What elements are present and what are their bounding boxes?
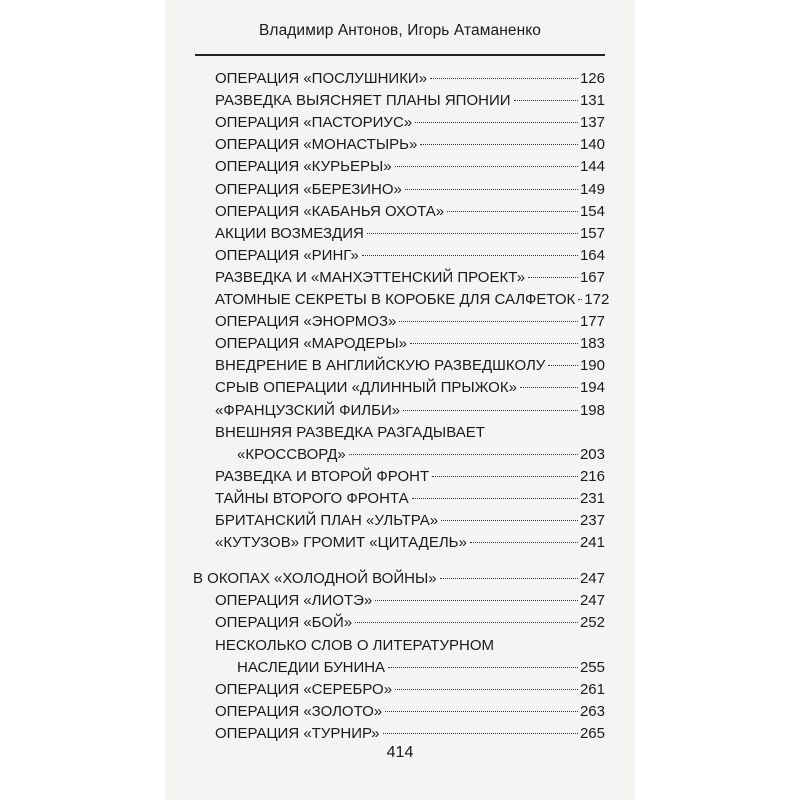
dot-leader — [385, 711, 578, 712]
toc-page-number: 177 — [579, 313, 605, 331]
toc-page-number: 167 — [579, 268, 605, 286]
toc-page-number: 157 — [579, 224, 605, 242]
dot-leader — [349, 454, 578, 455]
dot-leader — [514, 100, 578, 101]
dot-leader — [548, 365, 578, 366]
toc-entry — [215, 590, 605, 612]
dot-leader — [403, 410, 578, 411]
toc-page-number: 137 — [579, 114, 605, 132]
toc-entry-title: ОПЕРАЦИЯ «КУРЬЕРЫ» — [215, 158, 392, 176]
toc-entry-title: БРИТАНСКИЙ ПЛАН «УЛЬТРА» — [215, 512, 439, 529]
toc-page-number: 126 — [579, 70, 605, 87]
toc-entry — [215, 245, 605, 267]
toc-entry-title: «КУТУЗОВ» ГРОМИТ «ЦИТАДЕЛЬ» — [215, 534, 467, 552]
toc-entry — [215, 612, 605, 634]
toc-entry — [215, 679, 605, 701]
toc-entry-title: АКЦИИ ВОЗМЕЗДИЯ — [215, 224, 364, 242]
toc-entry-title: РАЗВЕДКА И ВТОРОЙ ФРОНТ — [215, 467, 430, 485]
toc-entry-title-continued: «КРОССВОРД» — [237, 445, 346, 463]
toc-entry-title: ОПЕРАЦИЯ «МОНАСТЫРЬ» — [215, 136, 418, 154]
toc-entry-title: ТАЙНЫ ВТОРОГО ФРОНТА — [215, 489, 409, 507]
toc-entry-title: ОПЕРАЦИЯ «ЛИОТЭ» — [215, 592, 373, 610]
toc-page-number: 265 — [579, 724, 605, 742]
toc-page-number: 164 — [579, 246, 605, 264]
dot-leader — [430, 78, 578, 79]
toc-page-number: 144 — [579, 158, 605, 176]
dot-leader — [440, 578, 578, 579]
running-header: Владимир Антонов, Игорь Атаманенко — [258, 22, 542, 39]
dot-leader — [375, 600, 578, 601]
toc-entry — [215, 488, 605, 510]
toc-entry — [215, 377, 605, 399]
toc-entry — [215, 267, 605, 289]
toc-entry — [215, 355, 605, 377]
toc-page-number: 263 — [579, 702, 605, 720]
toc-entry — [215, 422, 605, 466]
dot-leader — [405, 189, 578, 190]
toc-entry-title: ОПЕРАЦИЯ «ПОСЛУШНИКИ» — [215, 70, 428, 87]
dot-leader — [578, 299, 582, 300]
toc-page-number: 203 — [579, 445, 605, 463]
dot-leader — [383, 733, 578, 734]
toc-entry — [215, 510, 605, 532]
dot-leader — [415, 122, 578, 123]
toc-page-number: 231 — [579, 489, 605, 507]
toc-entry-title: ОПЕРАЦИЯ «РИНГ» — [215, 246, 359, 264]
dot-leader — [362, 255, 578, 256]
dot-leader — [410, 343, 578, 344]
toc-entry-title: ОПЕРАЦИЯ «ПАСТОРИУС» — [215, 114, 413, 132]
toc-entry-title: ОПЕРАЦИЯ «БЕРЕЗИНО» — [215, 180, 402, 198]
toc-page-number: 183 — [579, 335, 605, 353]
toc-entry-title: ОПЕРАЦИЯ «ЭНОРМОЗ» — [215, 313, 397, 331]
toc-entry-title: ОПЕРАЦИЯ «МАРОДЕРЫ» — [215, 335, 407, 353]
toc-entry — [215, 223, 605, 245]
toc-entry — [215, 311, 605, 333]
toc-page-number: 237 — [579, 512, 605, 529]
toc-page-number: 255 — [579, 658, 605, 676]
dot-leader — [441, 520, 578, 521]
toc-entry — [193, 568, 605, 590]
dot-leader — [355, 622, 578, 623]
toc-entry — [215, 134, 605, 156]
toc-page-number: 247 — [579, 592, 605, 610]
toc-entry — [215, 68, 605, 90]
toc-entry-title: ОПЕРАЦИЯ «ЗОЛОТО» — [215, 702, 383, 720]
toc-entry — [215, 532, 605, 554]
toc-entry — [215, 201, 605, 223]
toc-entry-title: АТОМНЫЕ СЕКРЕТЫ В КОРОБКЕ ДЛЯ САЛФЕТОК — [215, 291, 576, 308]
toc-entry-title: РАЗВЕДКА И «МАНХЭТТЕНСКИЙ ПРОЕКТ» — [215, 268, 526, 286]
toc-entry — [215, 333, 605, 355]
header-rule — [195, 54, 605, 56]
toc-entry — [215, 112, 605, 134]
toc-page-number: 216 — [579, 467, 605, 485]
toc-entry-title: ОПЕРАЦИЯ «КАБАНЬЯ ОХОТА» — [215, 202, 445, 220]
toc-page-number: 149 — [579, 180, 605, 198]
toc-page-number: 154 — [579, 202, 605, 220]
toc-entry-title: НЕСКОЛЬКО СЛОВ О ЛИТЕРАТУРНОМ — [215, 636, 495, 654]
book-page — [165, 0, 635, 800]
dot-leader — [528, 277, 578, 278]
toc-entry-title-continued: НАСЛЕДИИ БУНИНА — [237, 658, 386, 676]
toc-entry — [215, 156, 605, 178]
dot-leader — [367, 233, 578, 234]
toc-page-number: 252 — [579, 614, 605, 632]
toc-page-number: 140 — [579, 136, 605, 154]
toc-entry-title: В ОКОПАХ «ХОЛОДНОЙ ВОЙНЫ» — [193, 570, 437, 588]
toc-entry — [215, 90, 605, 112]
dot-leader — [388, 667, 578, 668]
toc-page-number: 131 — [579, 92, 605, 110]
toc-page-number: 247 — [579, 570, 605, 588]
toc-entry — [215, 289, 610, 311]
toc-entry — [215, 179, 605, 201]
dot-leader — [470, 542, 578, 543]
toc-page-number: 172 — [584, 291, 610, 308]
toc-entry-title: ВНЕШНЯЯ РАЗВЕДКА РАЗГАДЫВАЕТ — [215, 423, 485, 441]
toc-page-number: 198 — [579, 401, 605, 419]
dot-leader — [395, 689, 578, 690]
toc-entry-title: ВНЕДРЕНИЕ В АНГЛИЙСКУЮ РАЗВЕДШКОЛУ — [215, 357, 546, 375]
toc-entry-title: РАЗВЕДКА ВЫЯСНЯЕТ ПЛАНЫ ЯПОНИИ — [215, 92, 511, 110]
toc-entry-title: ОПЕРАЦИЯ «БОЙ» — [215, 614, 353, 632]
toc-entry-title: ОПЕРАЦИЯ «ТУРНИР» — [215, 724, 380, 742]
page-number: 414 — [386, 744, 414, 761]
dot-leader — [520, 387, 578, 388]
dot-leader — [432, 476, 578, 477]
toc-page-number: 194 — [579, 379, 605, 397]
dot-leader — [447, 211, 578, 212]
toc-entry-title: СРЫВ ОПЕРАЦИИ «ДЛИННЫЙ ПРЫЖОК» — [215, 379, 517, 397]
dot-leader — [399, 321, 578, 322]
dot-leader — [412, 498, 578, 499]
toc-entry — [215, 400, 605, 422]
toc-entry — [215, 466, 605, 488]
toc-entry-title: «ФРАНЦУЗСКИЙ ФИЛБИ» — [215, 401, 401, 419]
dot-leader — [420, 144, 578, 145]
toc-entry-title: ОПЕРАЦИЯ «СЕРЕБРО» — [215, 680, 393, 698]
toc-entry — [215, 635, 605, 679]
toc-entry — [215, 723, 605, 745]
dot-leader — [395, 166, 578, 167]
toc-page-number: 190 — [579, 357, 605, 375]
toc-entry — [215, 701, 605, 723]
toc-page-number: 261 — [579, 680, 605, 698]
toc-page-number: 241 — [579, 534, 605, 552]
